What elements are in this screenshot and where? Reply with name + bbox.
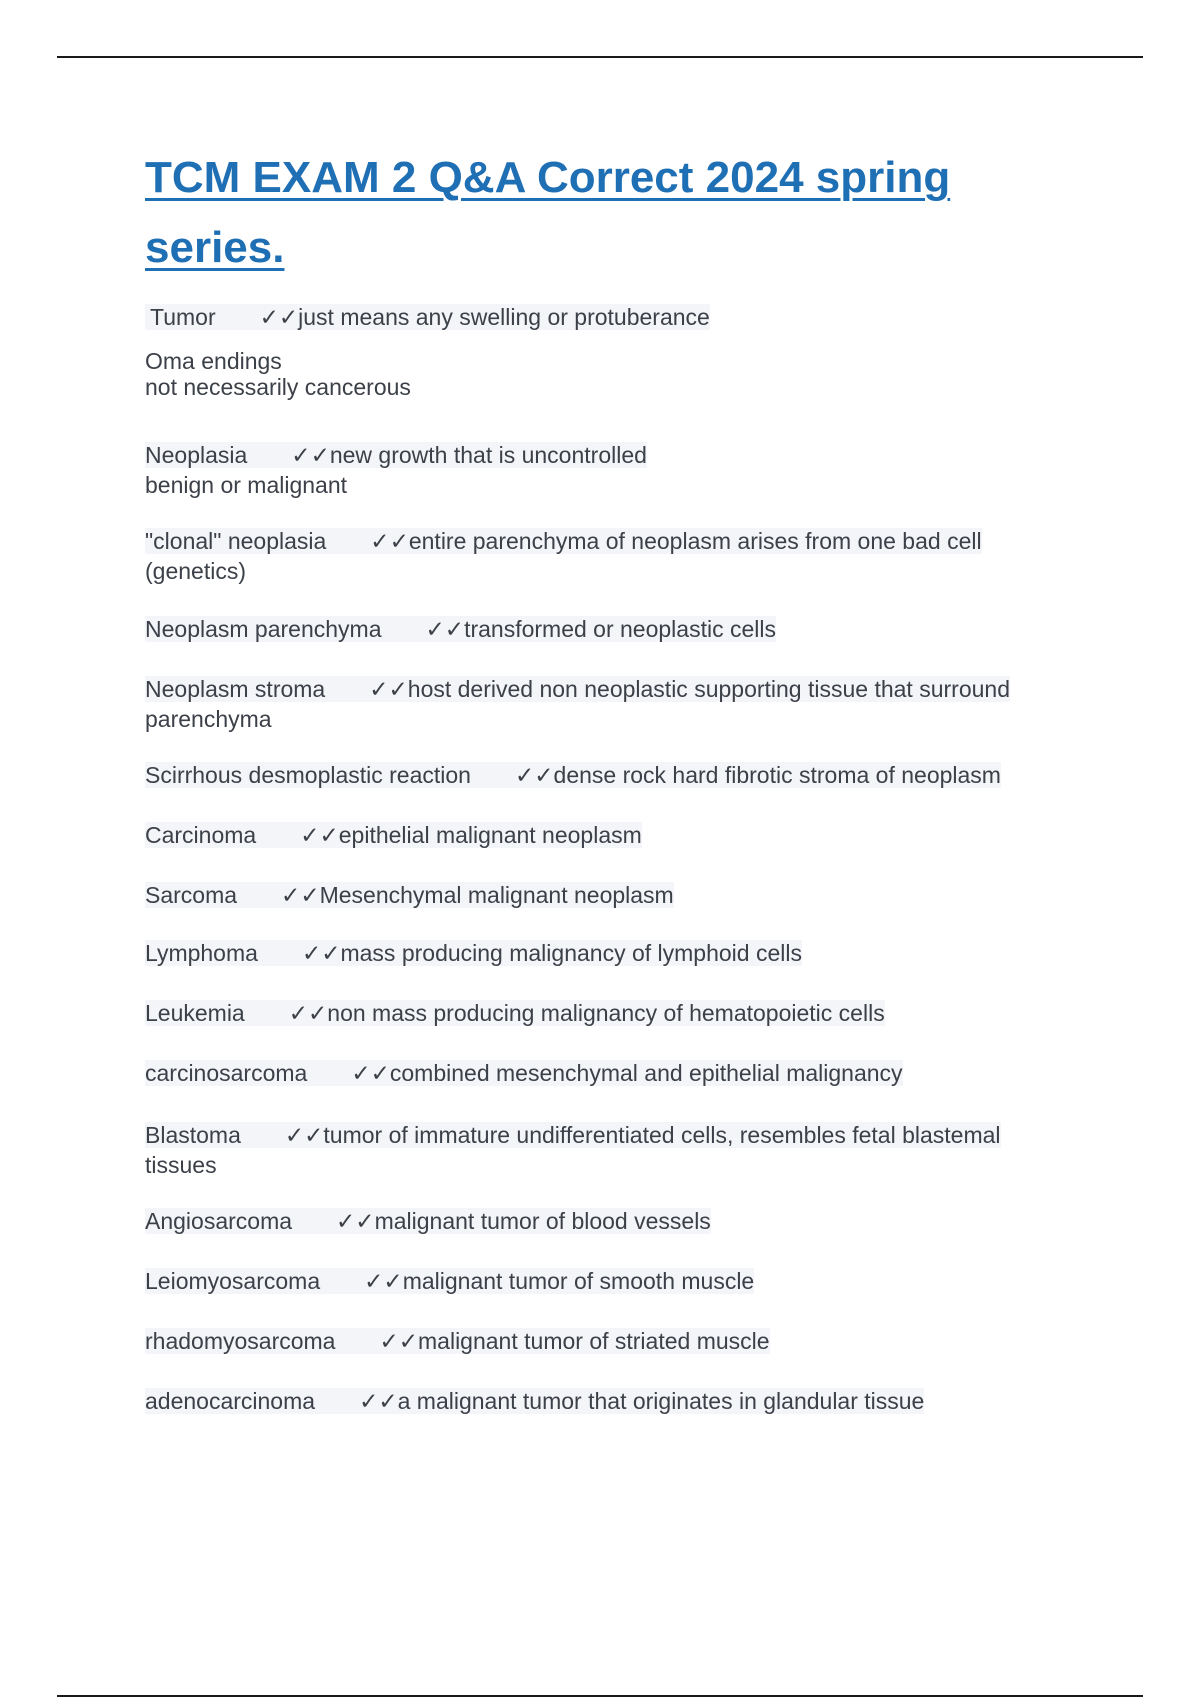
double-check-icon: ✓✓ [370,528,409,554]
qa-term: Blastoma [145,1122,241,1148]
qa-term: Neoplasia [145,442,248,468]
qa-entry [145,442,1065,499]
qa-term: Carcinoma [145,822,257,848]
qa-extra: benign or malignant [145,472,348,498]
double-check-icon: ✓✓ [301,940,341,966]
double-check-icon: ✓✓ [336,1208,375,1234]
qa-line [145,1000,885,1026]
qa-entry [145,616,1065,643]
qa-extra: tissues [145,1152,217,1178]
qa-term: Tumor [150,304,216,330]
qa-extra: (genetics) [145,558,246,584]
qa-line [145,442,647,468]
qa-extra: parenchyma [145,706,272,732]
double-check-icon: ✓✓ [288,1000,328,1026]
double-check-icon: ✓✓ [284,1122,324,1148]
double-check-icon: ✓✓ [379,1328,419,1354]
qa-line [145,1268,754,1294]
qa-definition: a malignant tumor that originates in glandular tissue [397,1388,925,1414]
qa-entry [145,1122,1065,1179]
qa-line [145,676,1010,702]
qa-definition: combined mesenchymal and epithelial malignancy [389,1060,903,1086]
qa-entry [145,940,1065,967]
double-check-icon: ✓✓ [359,1388,398,1414]
qa-line [145,616,776,642]
qa-entry [145,882,1065,909]
qa-entry [145,822,1065,849]
qa-term: rhadomyosarcoma [145,1328,336,1354]
header-rule [57,56,1143,58]
qa-definition: dense rock hard fibrotic stroma of neoplasm [553,762,1001,788]
qa-definition: mass producing malignancy of lymphoid cells [340,940,802,966]
double-check-icon: ✓✓ [369,676,408,702]
qa-term: adenocarcinoma [145,1388,316,1414]
qa-definition: non mass producing malignancy of hematopoietic cells [327,1000,885,1026]
qa-line [145,304,710,330]
qa-definition: host derived non neoplastic supporting tissue that surround [407,676,1010,702]
qa-term: carcinosarcoma [145,1060,308,1086]
qa-definition: just means any swelling or protuberance [298,304,710,330]
qa-entry [145,1208,1065,1235]
qa-line [145,1122,1001,1148]
qa-entry [145,762,1065,789]
double-check-icon: ✓✓ [259,304,299,330]
qa-term: Scirrhous desmoplastic reaction [145,762,471,788]
qa-entry [145,676,1065,733]
qa-definition: Mesenchymal malignant neoplasm [319,882,674,908]
qa-definition: tumor of immature undifferentiated cells, resembles fetal blastemal [323,1122,1001,1148]
qa-term: Leiomyosarcoma [145,1268,321,1294]
double-check-icon: ✓✓ [281,882,320,908]
qa-term: Neoplasm parenchyma [145,616,382,642]
qa-line [145,822,642,848]
qa-definition: epithelial malignant neoplasm [338,822,642,848]
qa-entry [145,1060,1065,1087]
qa-definition: malignant tumor of smooth muscle [402,1268,755,1294]
qa-line [145,1388,924,1414]
qa-term: Sarcoma [145,882,238,908]
qa-extra: Oma endings not necessarily cancerous [145,348,411,400]
qa-line [145,1060,903,1086]
qa-line [145,762,1001,788]
double-check-icon: ✓✓ [300,822,339,848]
qa-line [145,1328,770,1354]
qa-definition: transformed or neoplastic cells [464,616,776,642]
qa-entry [145,1388,1065,1415]
qa-term: Neoplasm stroma [145,676,326,702]
qa-definition: entire parenchyma of neoplasm arises from one bad cell [408,528,982,554]
double-check-icon: ✓✓ [351,1060,390,1086]
qa-entry [145,528,1065,585]
qa-term: "clonal" neoplasia [145,528,327,554]
qa-term: Lymphoma [145,940,258,966]
double-check-icon: ✓✓ [364,1268,403,1294]
qa-definition: malignant tumor of striated muscle [418,1328,770,1354]
double-check-icon: ✓✓ [291,442,330,468]
qa-term: Angiosarcoma [145,1208,293,1234]
qa-definition: malignant tumor of blood vessels [374,1208,711,1234]
qa-line [145,528,982,554]
qa-line [145,882,674,908]
footer-rule [57,1695,1143,1697]
qa-definition: new growth that is uncontrolled [329,442,647,468]
qa-term: Leukemia [145,1000,245,1026]
qa-entry [145,304,1065,400]
page-title: TCM EXAM 2 Q&A Correct 2024 spring series. [145,153,951,272]
double-check-icon: ✓✓ [514,762,554,788]
qa-line [145,1208,711,1234]
qa-entry [145,1328,1065,1355]
double-check-icon: ✓✓ [425,616,465,642]
qa-entry [145,1000,1065,1027]
qa-line [145,940,802,966]
qa-entry [145,1268,1065,1295]
